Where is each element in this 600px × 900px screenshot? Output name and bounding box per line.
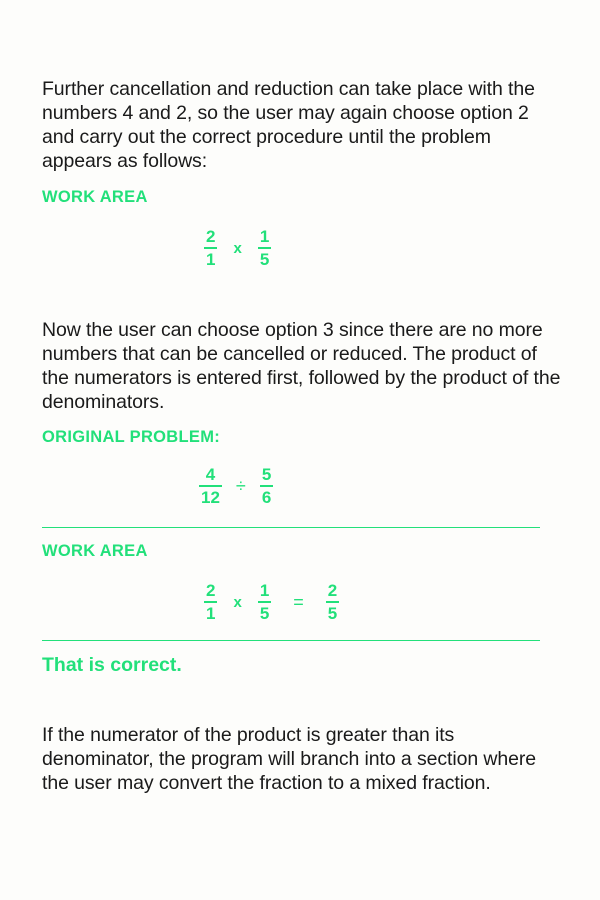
denominator: 5: [259, 250, 270, 269]
numerator: 5: [261, 465, 272, 484]
denominator: 12: [201, 488, 220, 507]
multiply-sign: x: [233, 240, 242, 257]
work-area-expression-2: [204, 582, 339, 623]
divider-top: [42, 527, 540, 528]
fraction-2-over-5-answer: [326, 582, 339, 623]
numerator: 2: [206, 227, 216, 246]
fraction-5-over-6: [260, 466, 273, 507]
work-area-label-1: WORK AREA: [42, 188, 148, 206]
work-area-label-2: WORK AREA: [42, 542, 148, 560]
feedback-message: That is correct.: [42, 654, 182, 676]
original-problem-expression: [199, 466, 273, 507]
denominator: 1: [206, 604, 216, 623]
divide-sign: ÷: [235, 476, 246, 496]
numerator: 2: [327, 581, 338, 600]
option-3-paragraph: Now the user can choose option 3 since there are no more numbers that can be cancelled or reduced. The product of the numerators is entered first, followed by the product of the denominators.: [42, 319, 561, 413]
work-area-expression-1: [204, 228, 271, 269]
denominator: 5: [259, 604, 270, 623]
numerator: 1: [259, 581, 270, 600]
intro-paragraph: Further cancellation and reduction can take place with the numbers 4 and 2, so the user may again choose option 2 and carry out the correct procedure until the problem appears as follows:: [42, 78, 535, 172]
denominator: 6: [261, 488, 272, 507]
denominator: 5: [327, 604, 338, 623]
fraction-1-over-5: [258, 582, 271, 623]
mixed-fraction-paragraph: If the numerator of the product is greater than its denominator, the program will branch into a section where the user may convert the fraction to a mixed fraction.: [42, 724, 536, 794]
divider-bottom: [42, 640, 540, 641]
fraction-4-over-12: [199, 466, 222, 507]
numerator: 2: [206, 581, 216, 600]
fraction-1-over-5: [258, 228, 271, 269]
numerator: 4: [205, 465, 216, 484]
fraction-2-over-1: [204, 228, 217, 269]
numerator: 1: [259, 227, 270, 246]
denominator: 1: [206, 250, 216, 269]
original-problem-label: ORIGINAL PROBLEM:: [42, 428, 221, 446]
equals-sign: =: [293, 592, 304, 612]
multiply-sign: x: [233, 594, 242, 611]
fraction-2-over-1: [204, 582, 217, 623]
